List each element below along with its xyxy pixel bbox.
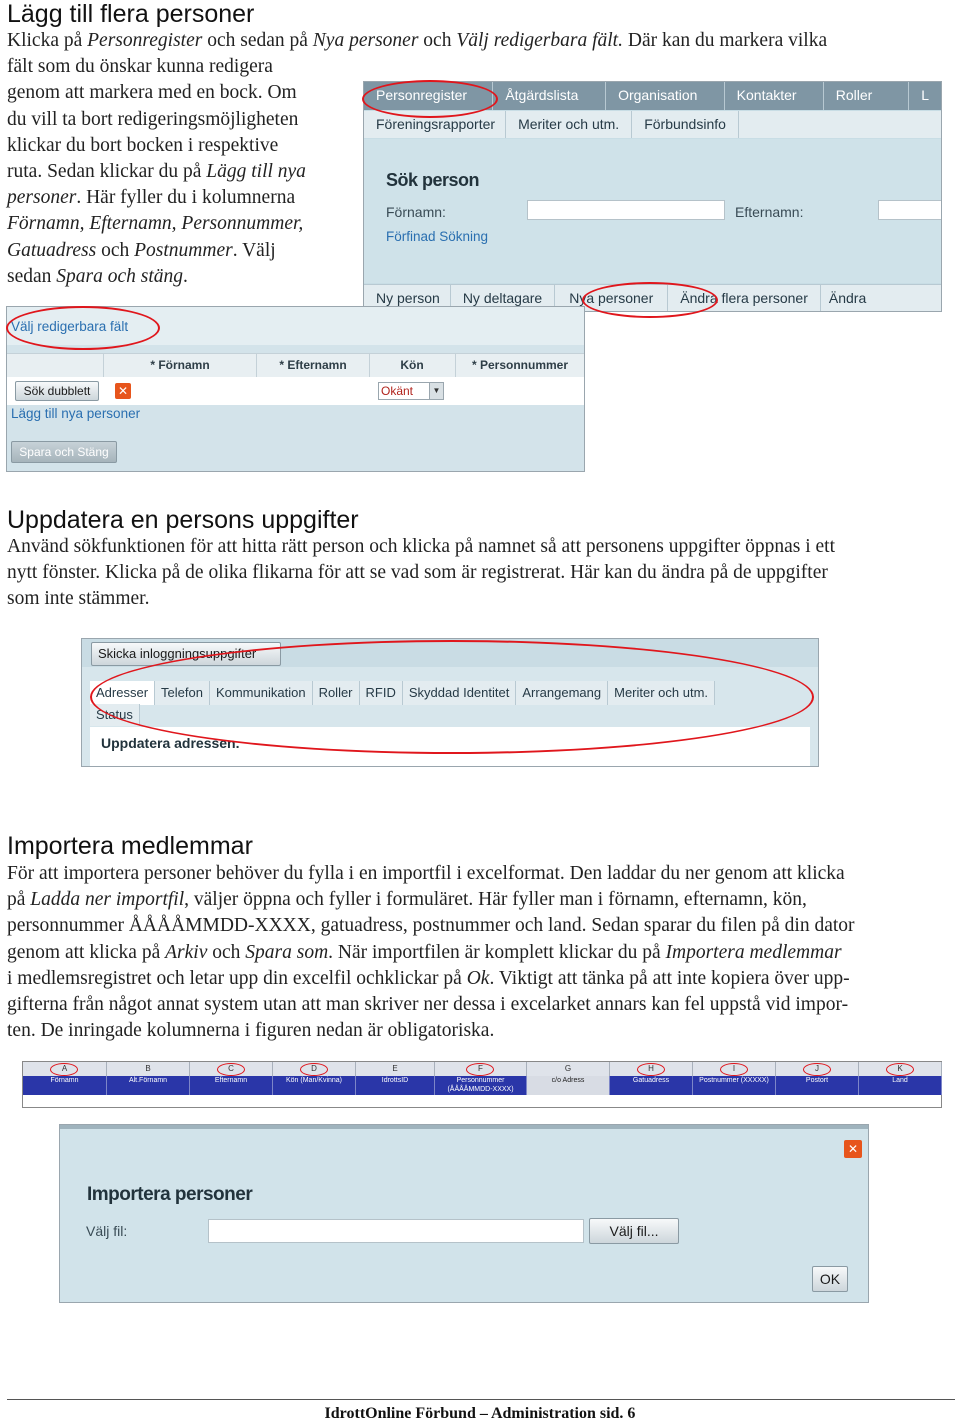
text-line: du vill ta bort redigeringsmöjligheten	[7, 108, 299, 130]
tab-andra[interactable]: Ändra	[821, 285, 874, 312]
excel-column-letter: A	[23, 1062, 107, 1076]
excel-column-header: Postort	[776, 1076, 859, 1095]
tab-kommunikation[interactable]: Kommunikation	[210, 681, 313, 705]
column-header-row	[7, 353, 584, 378]
text-line: Förnamn, Efternamn, Personnummer,	[7, 213, 304, 235]
screenshot-import-dialog	[59, 1124, 869, 1303]
text-line: ten. De inringade kolumnerna i figuren nedan är obligatoriska.	[7, 1020, 495, 1042]
text-line: genom att klicka på Arkiv och Spara som. När importfilen är komplett klickar du på Importera medlemmar	[7, 941, 842, 963]
text-line: personer. Här fyller du i kolumnerna	[7, 187, 296, 209]
excel-column-letter: I	[693, 1062, 776, 1076]
tab-meriter[interactable]: Meriter och utm.	[608, 681, 715, 705]
excel-column-header: Förnamn	[23, 1076, 107, 1095]
gender-select-value: Okänt	[381, 384, 414, 398]
tab-forbundsinfo[interactable]: Förbundsinfo	[632, 111, 739, 138]
firstname-input[interactable]	[527, 200, 725, 220]
tab-more[interactable]: L	[921, 87, 929, 103]
file-path-input[interactable]	[208, 1219, 584, 1243]
tab-telefon[interactable]: Telefon	[155, 681, 210, 705]
excel-column-letter: H	[610, 1062, 693, 1076]
required-column-ring	[50, 1063, 78, 1076]
close-x-icon[interactable]: ✕	[844, 1140, 862, 1158]
excel-column-letter: K	[859, 1062, 942, 1076]
section-heading-import-members: Importera medlemmar	[7, 832, 253, 860]
lastname-label: Efternamn:	[735, 204, 804, 220]
tab-foreningsrapporter[interactable]: Föreningsrapporter	[364, 111, 506, 138]
ok-button[interactable]: OK	[812, 1266, 848, 1292]
tab-arrangemang[interactable]: Arrangemang	[516, 681, 608, 705]
excel-column-letter: E	[356, 1062, 435, 1076]
excel-column-header: Postnummer (XXXXX)	[693, 1076, 776, 1095]
tab-meriter[interactable]: Meriter och utm.	[506, 111, 632, 138]
section2-text	[7, 534, 953, 613]
file-label: Välj fil:	[86, 1223, 128, 1239]
text-line: genom att markera med en bock. Om	[7, 82, 297, 104]
text-line: klickar du bort bocken i respektive	[7, 134, 279, 156]
required-column-ring	[300, 1063, 328, 1076]
input-row	[7, 377, 584, 405]
search-title: Sök person	[386, 170, 480, 190]
required-column-ring	[803, 1063, 831, 1076]
dialog-top-bar	[60, 1125, 868, 1129]
send-login-credentials-button[interactable]: Skicka inloggningsuppgifter	[91, 642, 281, 666]
required-column-ring	[886, 1063, 914, 1076]
text-line: Klicka på Personregister och sedan på Nya personer och Välj redigerbara fält. Där kan du markera vilka	[7, 30, 828, 51]
highlight-ring-nya-personer	[582, 282, 718, 318]
find-duplicate-button[interactable]: Sök dubblett	[15, 381, 99, 401]
lastname-input[interactable]	[878, 200, 942, 220]
required-column-ring	[466, 1063, 494, 1076]
firstname-label: Förnamn:	[386, 204, 446, 220]
choose-editable-fields-link[interactable]: Välj redigerbara fält	[11, 319, 129, 334]
text-line: på Ladda ner importfil, väljer öppna och fyller i formuläret. Här fyller man i förnamn, efternamn, kön,	[7, 889, 807, 911]
tab-atgardslista[interactable]: Åtgärdslista	[493, 82, 606, 110]
excel-column-header: Land	[859, 1076, 942, 1095]
text-line: i medlemsregistret och letar upp din excelfil ochklickar på Ok. Viktigt att tänka på att inte kopiera över upp-	[7, 967, 850, 989]
gender-select[interactable]	[378, 382, 444, 400]
excel-column-header: Kön (Man/Kvinna)	[273, 1076, 356, 1095]
highlight-ring-personregister	[362, 80, 498, 118]
footer-rule	[7, 1399, 955, 1400]
excel-column-letter: B	[107, 1062, 190, 1076]
remove-row-x-icon[interactable]: ✕	[115, 383, 131, 399]
page-footer: IdrottOnline Förbund – Administration sid. 6	[324, 1405, 636, 1422]
excel-column-header: Alt.Förnamn	[107, 1076, 190, 1095]
excel-column-header: Efternamn	[190, 1076, 273, 1095]
excel-template-strip	[22, 1061, 942, 1108]
excel-column-letter: C	[190, 1062, 273, 1076]
text-line: Gatuadress och Postnummer. Välj	[7, 239, 276, 261]
highlight-ring-tabs	[90, 640, 814, 754]
header-spacer	[7, 354, 104, 377]
tab-adresser[interactable]: Adresser	[90, 681, 155, 705]
excel-column-letter: J	[776, 1062, 859, 1076]
header-gender: Kön	[400, 358, 424, 372]
header-personnummer: * Personnummer	[471, 358, 569, 372]
tab-organisation[interactable]: Organisation	[606, 82, 725, 110]
tab-roller[interactable]: Roller	[313, 681, 360, 705]
tab-ny-deltagare[interactable]: Ny deltagare	[451, 285, 555, 312]
chevron-down-icon[interactable]: ▼	[429, 383, 443, 399]
text-line: som inte stämmer.	[7, 588, 150, 610]
excel-column-header: Personnummer (ÅÅÅÅMMDD-XXXX)	[435, 1076, 527, 1095]
excel-column-letter: D	[273, 1062, 356, 1076]
excel-column-letter: F	[435, 1062, 527, 1076]
update-address-title: Uppdatera adressen.	[101, 735, 240, 751]
advanced-search-link[interactable]: Förfinad Sökning	[386, 229, 489, 244]
section-heading-update-person: Uppdatera en persons uppgifter	[7, 506, 359, 534]
text-line: gifterna från något annat system utan att man skriver ner dessa i excelarket annars kan fel uppstå vid impor-	[7, 994, 849, 1016]
tab-andra-flera-personer[interactable]: Ändra flera personer	[668, 285, 821, 312]
save-and-close-button[interactable]: Spara och Stäng	[11, 441, 117, 463]
tab-kontakter[interactable]: Kontakter	[725, 82, 824, 110]
excel-column-header: c/o Adress	[527, 1076, 610, 1095]
tab-skyddad-identitet[interactable]: Skyddad Identitet	[403, 681, 516, 705]
tab-roller[interactable]: Roller	[824, 82, 909, 110]
excel-column-header: Gatuadress	[610, 1076, 693, 1095]
browse-file-button[interactable]: Välj fil...	[589, 1218, 679, 1244]
text-line: sedan Spara och stäng.	[7, 265, 188, 287]
text-line: fält som du önskar kunna redigera	[7, 56, 273, 78]
required-column-ring	[637, 1063, 665, 1076]
text-line: personnummer ÅÅÅÅMMDD-XXXX, gatuadress, postnummer och land. Sedan sparar du filen på din dator	[7, 915, 855, 937]
header-firstname: * Förnamn	[150, 358, 210, 372]
text-line: För att importera personer behöver du fylla i en importfil i excelformat. Den laddar du ner genom att klicka	[7, 863, 845, 884]
text-line: ruta. Sedan klickar du på Lägg till nya	[7, 161, 306, 183]
excel-column-header: IdrottsID	[356, 1076, 435, 1095]
section-heading-add-persons: Lägg till flera personer	[7, 0, 255, 28]
section3-text	[7, 861, 953, 1044]
tab-ny-person[interactable]: Ny person	[364, 285, 451, 312]
text-line: nytt fönster. Klicka på de olika flikarna för att se vad som är registrerat. Här kan du ändra på de uppgifter	[7, 562, 828, 584]
import-title: Importera personer	[87, 1184, 253, 1205]
tab-nya-personer[interactable]: Nya personer	[555, 285, 668, 312]
tab-rfid[interactable]: RFID	[360, 681, 403, 705]
tab-status[interactable]: Status	[90, 704, 140, 726]
tab-personregister[interactable]: Personregister	[364, 82, 493, 110]
required-column-ring	[217, 1063, 245, 1076]
required-column-ring	[720, 1063, 748, 1076]
add-new-persons-link[interactable]: Lägg till nya personer	[11, 406, 141, 421]
header-lastname: * Efternamn	[279, 358, 347, 372]
text-line: Använd sökfunktionen för att hitta rätt person och klicka på namnet så att personens uppgifter öppnas i ett	[7, 536, 835, 557]
highlight-ring-editable-fields	[6, 306, 160, 350]
excel-column-letter: G	[527, 1062, 610, 1076]
